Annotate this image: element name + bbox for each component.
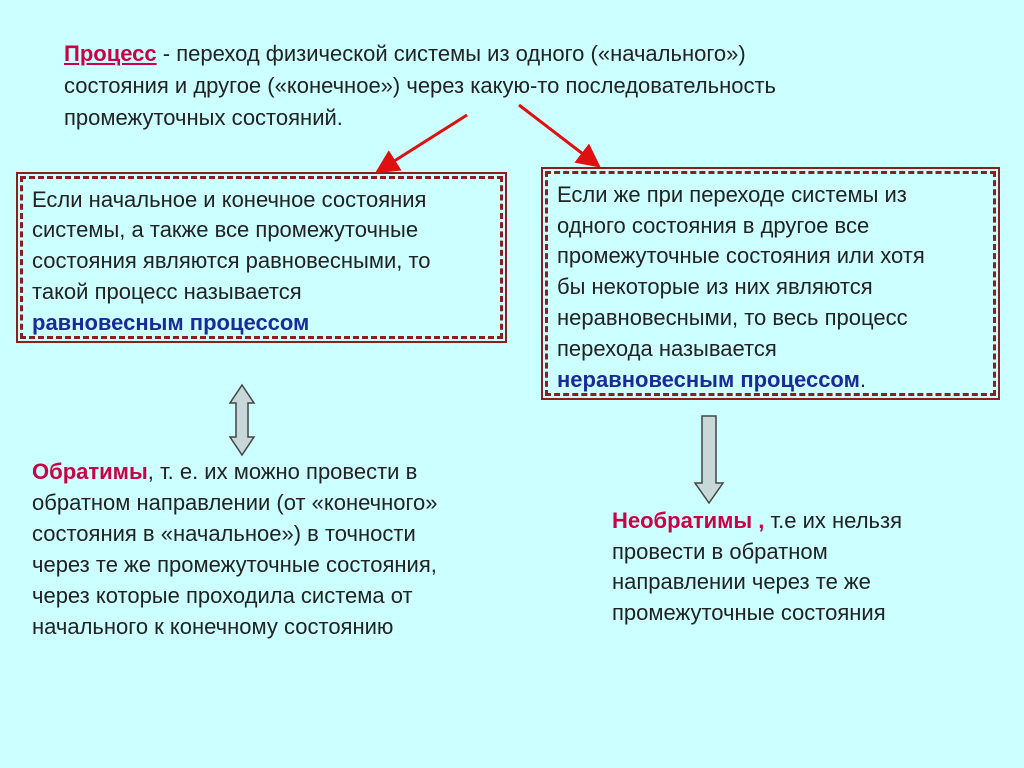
definition-line-3: промежуточных состояний. xyxy=(64,105,343,130)
irreversible-line-4: промежуточные состояния xyxy=(612,600,886,625)
arrow-left-red-icon xyxy=(380,115,467,170)
nonequilibrium-process-term: неравновесным процессом xyxy=(557,367,860,392)
nonequilibrium-line-4: бы некоторые из них являются xyxy=(557,274,873,299)
irreversible-line-3: направлении через те же xyxy=(612,569,871,594)
equilibrium-process-term: равновесным процессом xyxy=(32,310,310,335)
term-reversible: Обратимы xyxy=(32,459,148,484)
irreversible-line-2: провести в обратном xyxy=(612,539,828,564)
equilibrium-line-3: состояния являются равновесными, то xyxy=(32,248,431,273)
term-process: Процесс xyxy=(64,41,157,66)
irreversible-line-1: Необратимы , т.е их нельзя xyxy=(612,508,902,533)
equilibrium-line-1: Если начальное и конечное состояния xyxy=(32,187,427,212)
reversible-line-4: через те же промежуточные состояния, xyxy=(32,552,437,577)
equilibrium-line-2: системы, а также все промежуточные xyxy=(32,217,419,242)
reversible-line-3: состояния в «начальное») в точности xyxy=(32,521,416,546)
reversible-line-1: Обратимы, т. е. их можно провести в xyxy=(32,459,418,484)
nonequilibrium-line-1: Если же при переходе системы из xyxy=(557,182,907,207)
nonequilibrium-line-6: перехода называется xyxy=(557,336,777,361)
nonequilibrium-line-3: промежуточные состояния или хотя xyxy=(557,243,925,268)
equilibrium-line-4: такой процесс называется xyxy=(32,279,302,304)
definition-line-2: состояния и другое («конечное») через какую-то последовательность xyxy=(64,73,777,98)
reversible-line-2: обратном направлении (от «конечного» xyxy=(32,490,438,515)
arrow-right-red-icon xyxy=(519,105,596,164)
reversible-line-6: начального к конечному состоянию xyxy=(32,614,394,639)
definition-line-1: Процесс - переход физической системы из одного («начального») xyxy=(64,41,746,66)
down-arrow-icon xyxy=(695,416,723,503)
nonequilibrium-line-2: одного состояния в другое все xyxy=(557,213,870,238)
reversible-line-5: через которые проходила система от xyxy=(32,583,413,608)
nonequilibrium-line-5: неравновесными, то весь процесс xyxy=(557,305,908,330)
double-arrow-icon xyxy=(230,385,254,455)
term-irreversible: Необратимы , xyxy=(612,508,765,533)
nonequilibrium-line-7: неравновесным процессом. xyxy=(557,367,866,392)
